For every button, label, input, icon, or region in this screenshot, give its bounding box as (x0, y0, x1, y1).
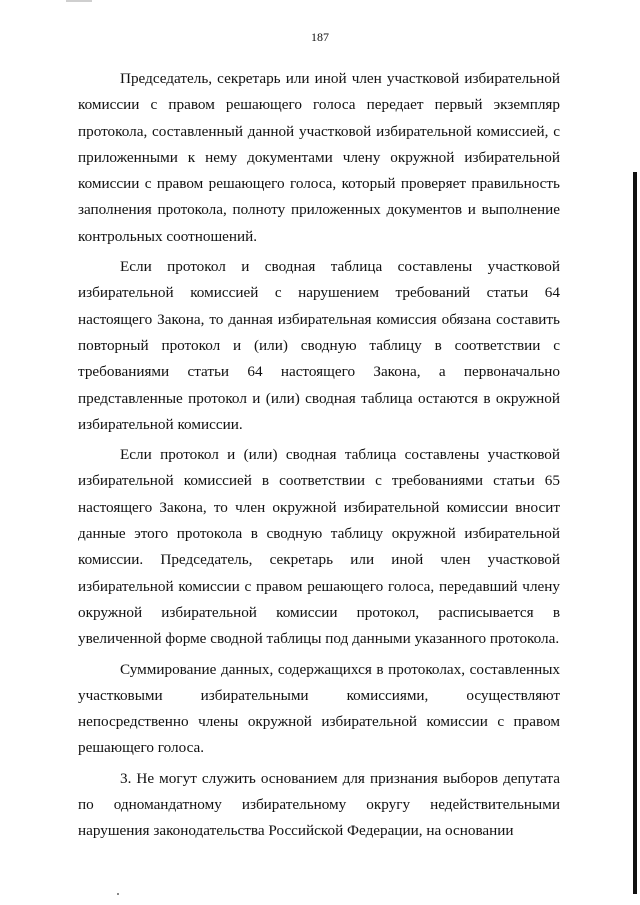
paragraph-clause-3: 3. Не могут служить основанием для признания выборов депутата по одномандатному избирательному округу недействительными нарушения законодательства Российской Федерации, на основании (78, 769, 560, 840)
page-number: 187 (311, 30, 329, 44)
scan-artifact-dot (117, 893, 119, 895)
scan-edge-bar (633, 172, 637, 894)
paragraph-compliance-entry: Если протокол и (или) сводная таблица составлены участковой избирательной комиссией в соответствии с требованиями статьи 65 настоящего Закона, то член окружной избирательной комиссии вносит данные этого протокола в сводную таблицу окружной избирательной комиссии. Председатель, секретарь или иной член участковой избирательной комиссии с правом решающего голоса, передавший члену окружной избирательной комиссии протокол, расписывается в увеличенной форме сводной таблицы под данными указанного протокола. (78, 446, 560, 648)
document-body (78, 66, 560, 849)
paragraph-violation-repeat-protocol: Если протокол и сводная таблица составлены участковой избирательной комиссией с нарушением требований статьи 64 настоящего Закона, то данная избирательная комиссия обязана составить повторный протокол и (или) сводную таблицу в соответствии с требованиями статьи 64 настоящего Закона, а первоначально представленные протокол и (или) сводная таблица остаются в окружной избирательной комиссии. (78, 258, 560, 433)
paragraph-summation: Суммирование данных, содержащихся в протоколах, составленных участковыми избирательными комиссиями, осуществляют непосредственно члены окружной избирательной комиссии с правом решающего голоса. (78, 660, 560, 757)
paragraph-chairman-transfer: Председатель, секретарь или иной член участковой избирательной комиссии с правом решающего голоса передает первый экземпляр протокола, составленный данной участковой избирательной комиссией, с приложенными к нему документами члену окружной избирательной комиссии с правом решающего голоса, который проверяет правильность заполнения протокола, полноту приложенных документов и выполнение контрольных соотношений. (78, 70, 560, 245)
scan-artifact-top (66, 0, 92, 2)
